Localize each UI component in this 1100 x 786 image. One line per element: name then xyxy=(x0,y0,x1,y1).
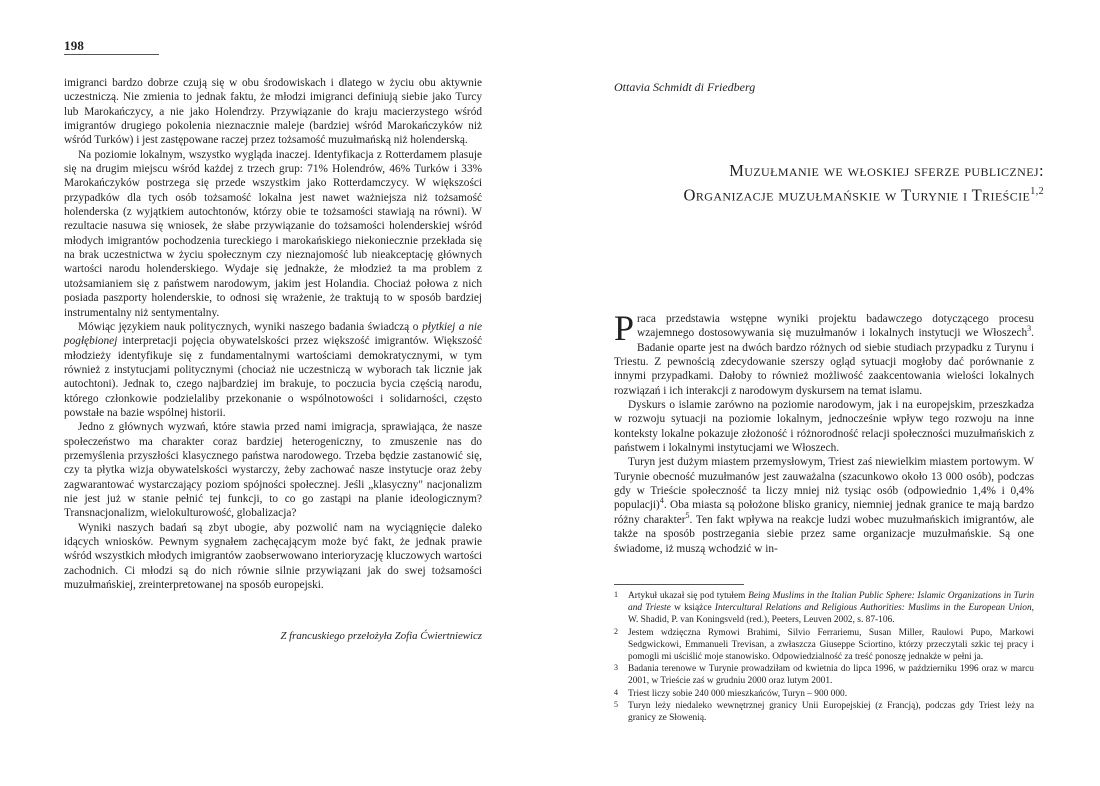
footnote-1-middle: w książce xyxy=(670,603,715,613)
footnote-rule xyxy=(614,584,744,585)
right-paragraph-3 xyxy=(614,455,1034,555)
footnote-ref-5: 5 xyxy=(685,511,690,521)
footnote-text: Triest liczy sobie 240 000 mieszkańców, Turyn – 900 000. xyxy=(628,688,848,699)
footnote-4 xyxy=(614,688,1034,700)
left-paragraph-5: Wyniki naszych badań są zbyt ubogie, aby pozwolić nam na wyciągnięcie daleko idących wniosków. Pewnym sygnałem zachęcającym może być fakt, że jednak prawie wśród wszystkich młodych imigrantów zaobserwowano interioryzację kluczowych wartości zachodnich. Ci młodzi są do nich równie silnie przywiązani jak do swej tożsamości muzułmańskiej, zreinterpretowanej na sposób europejski. xyxy=(64,521,482,592)
footnote-number: 5 xyxy=(614,700,618,709)
left-column-text xyxy=(64,76,482,592)
article-title-footnote-ref: 1,2 xyxy=(1030,186,1044,197)
page-number-rule xyxy=(64,54,159,55)
left-paragraph-3 xyxy=(64,320,482,420)
footnote-ref-4: 4 xyxy=(659,496,664,506)
footnote-number: 1 xyxy=(614,590,618,599)
footnote-ref-3: 3 xyxy=(1027,324,1032,334)
article-title-line-2-text: Organizacje muzułmańskie w Turynie i Trieście xyxy=(683,185,1031,205)
page-number: 198 xyxy=(64,38,85,53)
left-paragraph-2: Na poziomie lokalnym, wszystko wygląda inaczej. Identyfikacja z Rotterdamem plasuje się na drugim miejscu wśród każdej z trzech grup: 71% Holendrów, 46% Turków i 33% Marokańczyków postrzega się przede wszystkim jako Rotterdamczycy. W większości przypadków dla tych osób tożsamość lokalna jest nawet ważniejsza niż tożsamość holenderska (z wyjątkiem autochtonów, którzy obie te tożsamości stawiają na równi). W rezultacie nasuwa się wniosek, że słabe przywiązanie do tożsamości holenderskiej wśród młodych imigrantów pochodzenia tureckiego i marokańskiego niekoniecznie przekłada się na brak uczestnictwa w życiu społecznym czy nieznajomość lub nieakceptację głównych wartości narodu holenderskiego. Wydaje się jednakże, że młodzież ta ma problem z utożsamianiem się z państwem narodowym, jakim jest Holandia. Chociaż połowa z nich posiada paszporty holenderskie, to odnosi się wrażenie, że traktują to w sposób bardziej instrumentalny niż sentymentalny. xyxy=(64,148,482,319)
right-column-text xyxy=(614,308,1034,556)
right-paragraph-1-b: . Badanie oparte jest na dwóch bardzo różnych od siebie studiach przypadku z Turynu i Triestu. Z pewnością zdecydowanie szerszy ogląd sytuacji mogłoby dać porównanie z innymi przypadkami. Dałoby to również możliwość zaakcentowania wielości lokalnych rozwiązań i ich interakcji z narodowym dyskursem na temat islamu. xyxy=(614,327,1034,397)
footnote-3 xyxy=(614,663,1034,687)
footnote-text: Turyn leży niedaleko wewnętrznej granicy Unii Europejskiej (z Francją), podczas gdy Triest leży na granicy ze Słowenią. xyxy=(628,701,1034,723)
footnote-5 xyxy=(614,700,1034,724)
article-title-line-1: Muzułmanie we włoskiej sferze publicznej: xyxy=(729,161,1044,180)
footnote-text: Jestem wdzięczna Rymowi Brahimi, Silvio Ferrariemu, Susan Miller, Raulowi Pupo, Markowi Sedgwickowi, Emmanueli Trevisan, a zwłaszcza Giuseppe Sciortino, którzy przeczytali szkic tej pracy i pomogli mi uściślić moje stanowisko. Odpowiedzialność za treść ponoszę jednakże w pełni ja. xyxy=(628,627,1034,662)
drop-cap: P xyxy=(614,308,635,348)
left-paragraph-4: Jedno z głównych wyzwań, które stawia przed nami imigracja, sprawiająca, że nasze społeczeństwo ma charakter coraz bardziej heterogeniczny, to zmuszenie nas do przemyślenia przyszłości klasycznego państwa narodowego. Trzeba będzie zastanowić się, czy ta płytka wizja obywatelskości wystarczy, żeby zachować nasze instytucje oraz żeby zagwarantować wystarczający poziom spójności społecznej. Jeśli „klasyczny" nacjonalizm nie jest już w stanie pełnić tej funkcji, to co go zastąpi na planie ideologicznym? Transnacjonalizm, wielokulturowość, globalizacja? xyxy=(64,421,482,520)
article-author: Ottavia Schmidt di Friedberg xyxy=(614,80,756,94)
footnotes xyxy=(614,590,1034,725)
left-paragraph-3-italic: płytkiej a nie pogłębionej xyxy=(64,320,482,348)
right-paragraph-1-a: raca przedstawia wstępne wyniki projektu badawczego dotyczącego procesu wzajemnego dostosowywania się muzułmanów i lokalnych instytucji we Włoszech xyxy=(637,313,1034,340)
translator-signature: Z francuskiego przełożyła Zofia Ćwiertniewicz xyxy=(280,630,482,642)
left-paragraph-3-after: interpretacji pojęcia obywatelskości przez większość imigrantów. Większość młodzieży identyfikuje się z fundamentalnymi wartościami demokratycznymi, w tym również z instytucjami politycznymi (chociaż nie uczestniczą w wyborach tak licznie jak autochtoni). Jednak to, czego najbardziej im brakuje, to poczucia bycia częścią narodu, którego członkowie podzielaliby przekonanie o wspólnotowości i solidarności, często powstałe na bazie wspólnej historii. xyxy=(64,335,482,419)
article-title xyxy=(614,160,1044,206)
footnote-1-italic-book: Intercultural Relations and Religious Authorities: Muslims in the European Union xyxy=(714,603,1032,613)
right-paragraph-3-a: Turyn jest dużym miastem przemysłowym, Triest zaś niewielkim miastem portowym. W Turynie obecność muzułmanów jest zauważalna (szacunkowo około 13 000 osób), podczas gdy w Trieście społeczność ta liczy mniej niż tysiąc osób (odpowiednio 1,4% i 0,4% populacji) xyxy=(614,456,1034,512)
right-paragraph-2: Dyskurs o islamie zarówno na poziomie narodowym, jak i na europejskim, przeszkadza w rozwoju sytuacji na poziomie lokalnym, jednocześnie wpływ tego rozwoju na inne konteksty lokalne pokazuje złożoność i różnorodność relacji społeczności muzułmańskich z państwem i lokalnymi instytucjami we Włoszech. xyxy=(614,399,1034,455)
footnote-1-before: Artykuł ukazał się pod tytułem xyxy=(628,591,749,601)
footnote-2 xyxy=(614,627,1034,663)
footnote-number: 4 xyxy=(614,687,618,697)
footnote-text xyxy=(628,590,1034,626)
footnote-1 xyxy=(614,590,1034,626)
right-paragraph-3-c: . Ten fakt wpływa na reakcje ludzi wobec muzułmańskich imigrantów, ale także na sposób postrzegania siebie przez same organizacje muzułmańskie. Są one świadome, iż muszą wchodzić w in- xyxy=(614,513,1034,555)
footnote-text: Badania terenowe w Turynie prowadziłam od kwietnia do lipca 1996, w październiku 1996 oraz w marcu 2001, w Trieście zaś w grudniu 2000 oraz lutym 2001. xyxy=(628,664,1034,686)
left-paragraph-3-before: Mówiąc językiem nauk politycznych, wyniki naszego badania świadczą o xyxy=(78,320,423,333)
right-paragraph-3-b: . Oba miasta są położone blisko granicy, niemniej jednak granice te mają bardzo różny charakter xyxy=(614,499,1034,526)
right-paragraph-1 xyxy=(614,308,1034,398)
footnote-number: 3 xyxy=(614,663,618,672)
left-paragraph-1: imigranci bardzo dobrze czują się w obu środowiskach i dlatego w życiu obu aktywnie uczestniczą. Nie zmienia to jednak faktu, że młodzi imigranci definiują siebie jako Turcy lub Marokańczycy, a nie jako Holendrzy. Przywiązanie do kraju macierzystego wśród imigrantów drugiego pokolenia nieznacznie maleje (bardziej wśród Marokańczyków niż wśród Turków) i jest zastępowane raczej przez tożsamość muzułmańską niż holenderską. xyxy=(64,77,482,147)
footnote-1-after: , W. Shadid, P. van Koningsveld (red.), Peeters, Leuven 2002, s. 87-106. xyxy=(628,603,1034,625)
footnote-number: 2 xyxy=(614,626,618,636)
article-title-line-2 xyxy=(614,181,1044,206)
footnote-1-italic-title: Being Muslims in the Italian Public Sphere: Islamic Organizations in Turin and Trieste xyxy=(628,591,1035,613)
